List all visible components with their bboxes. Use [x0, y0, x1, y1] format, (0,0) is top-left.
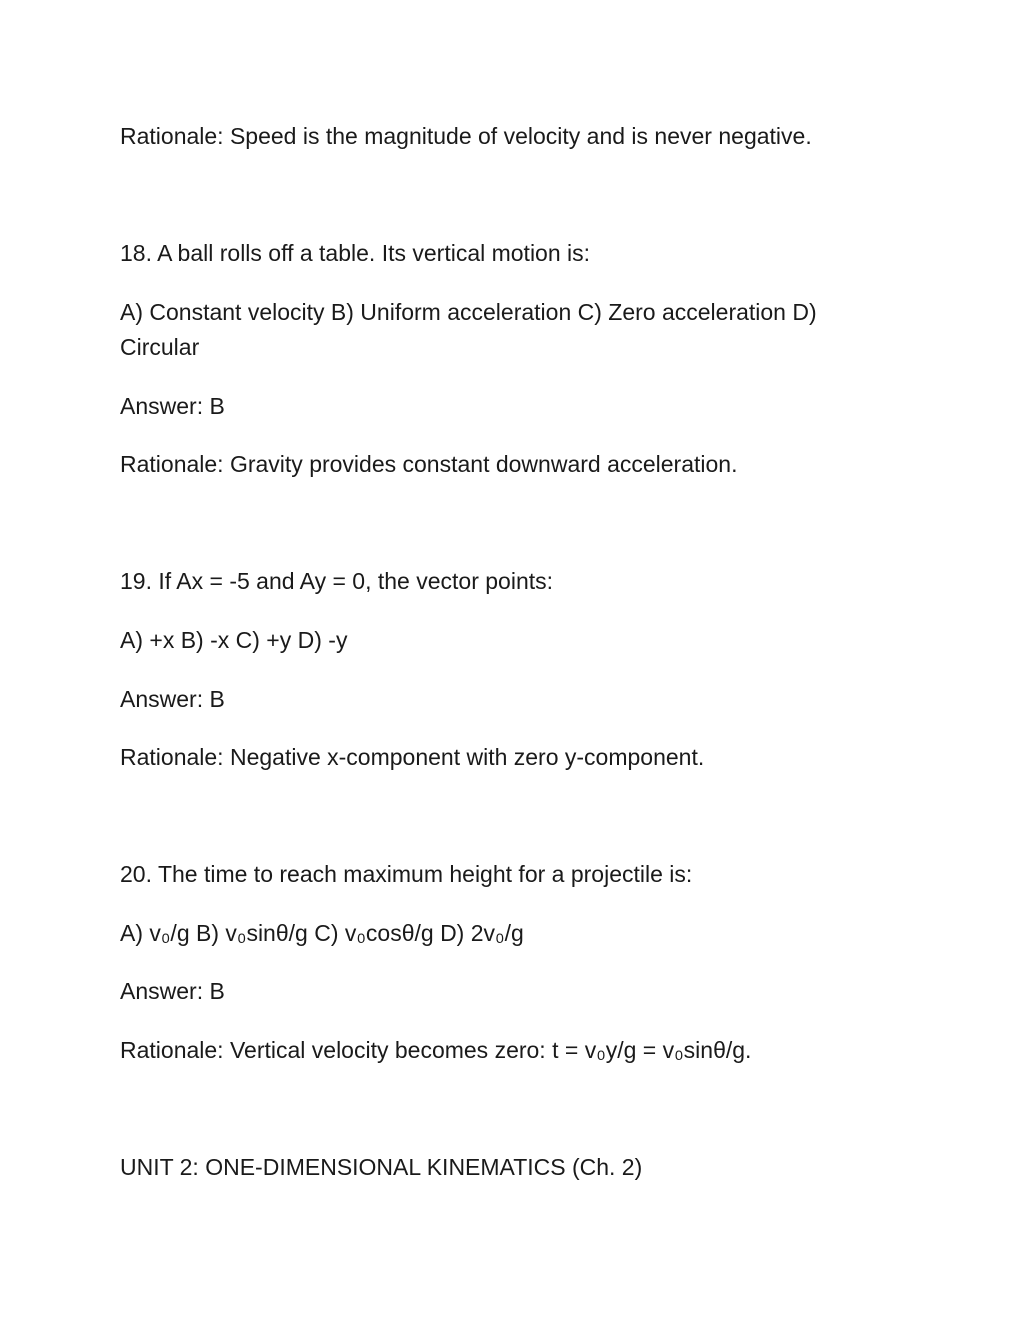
- answer-line: Answer: B: [120, 393, 225, 419]
- rationale-line: Rationale: Vertical velocity becomes zero: t = v₀y/g = v₀sinθ/g.: [120, 1037, 752, 1063]
- answer-choices: A) Constant velocity B) Uniform acceleration C) Zero acceleration D) Circular: [120, 299, 817, 360]
- question-text: 18. A ball rolls off a table. Its vertical motion is:: [120, 240, 591, 266]
- rationale-line: Rationale: Gravity provides constant downward acceleration.: [120, 451, 738, 477]
- question-text: 20. The time to reach maximum height for a projectile is:: [120, 861, 693, 887]
- question-text: 19. If Ax = -5 and Ay = 0, the vector points:: [120, 568, 554, 594]
- answer-line: Answer: B: [120, 686, 225, 712]
- document-page: [120, 0, 900, 1320]
- answer-choices: A) v₀/g B) v₀sinθ/g C) v₀cosθ/g D) 2v₀/g: [120, 920, 524, 946]
- answer-line: Answer: B: [120, 978, 225, 1004]
- unit-heading: UNIT 2: ONE-DIMENSIONAL KINEMATICS (Ch. 2): [120, 1154, 643, 1180]
- rationale-line: Rationale: Negative x-component with zero y-component.: [120, 744, 705, 770]
- answer-choices: A) +x B) -x C) +y D) -y: [120, 627, 348, 653]
- prev-rationale: Rationale: Speed is the magnitude of velocity and is never negative.: [120, 123, 812, 149]
